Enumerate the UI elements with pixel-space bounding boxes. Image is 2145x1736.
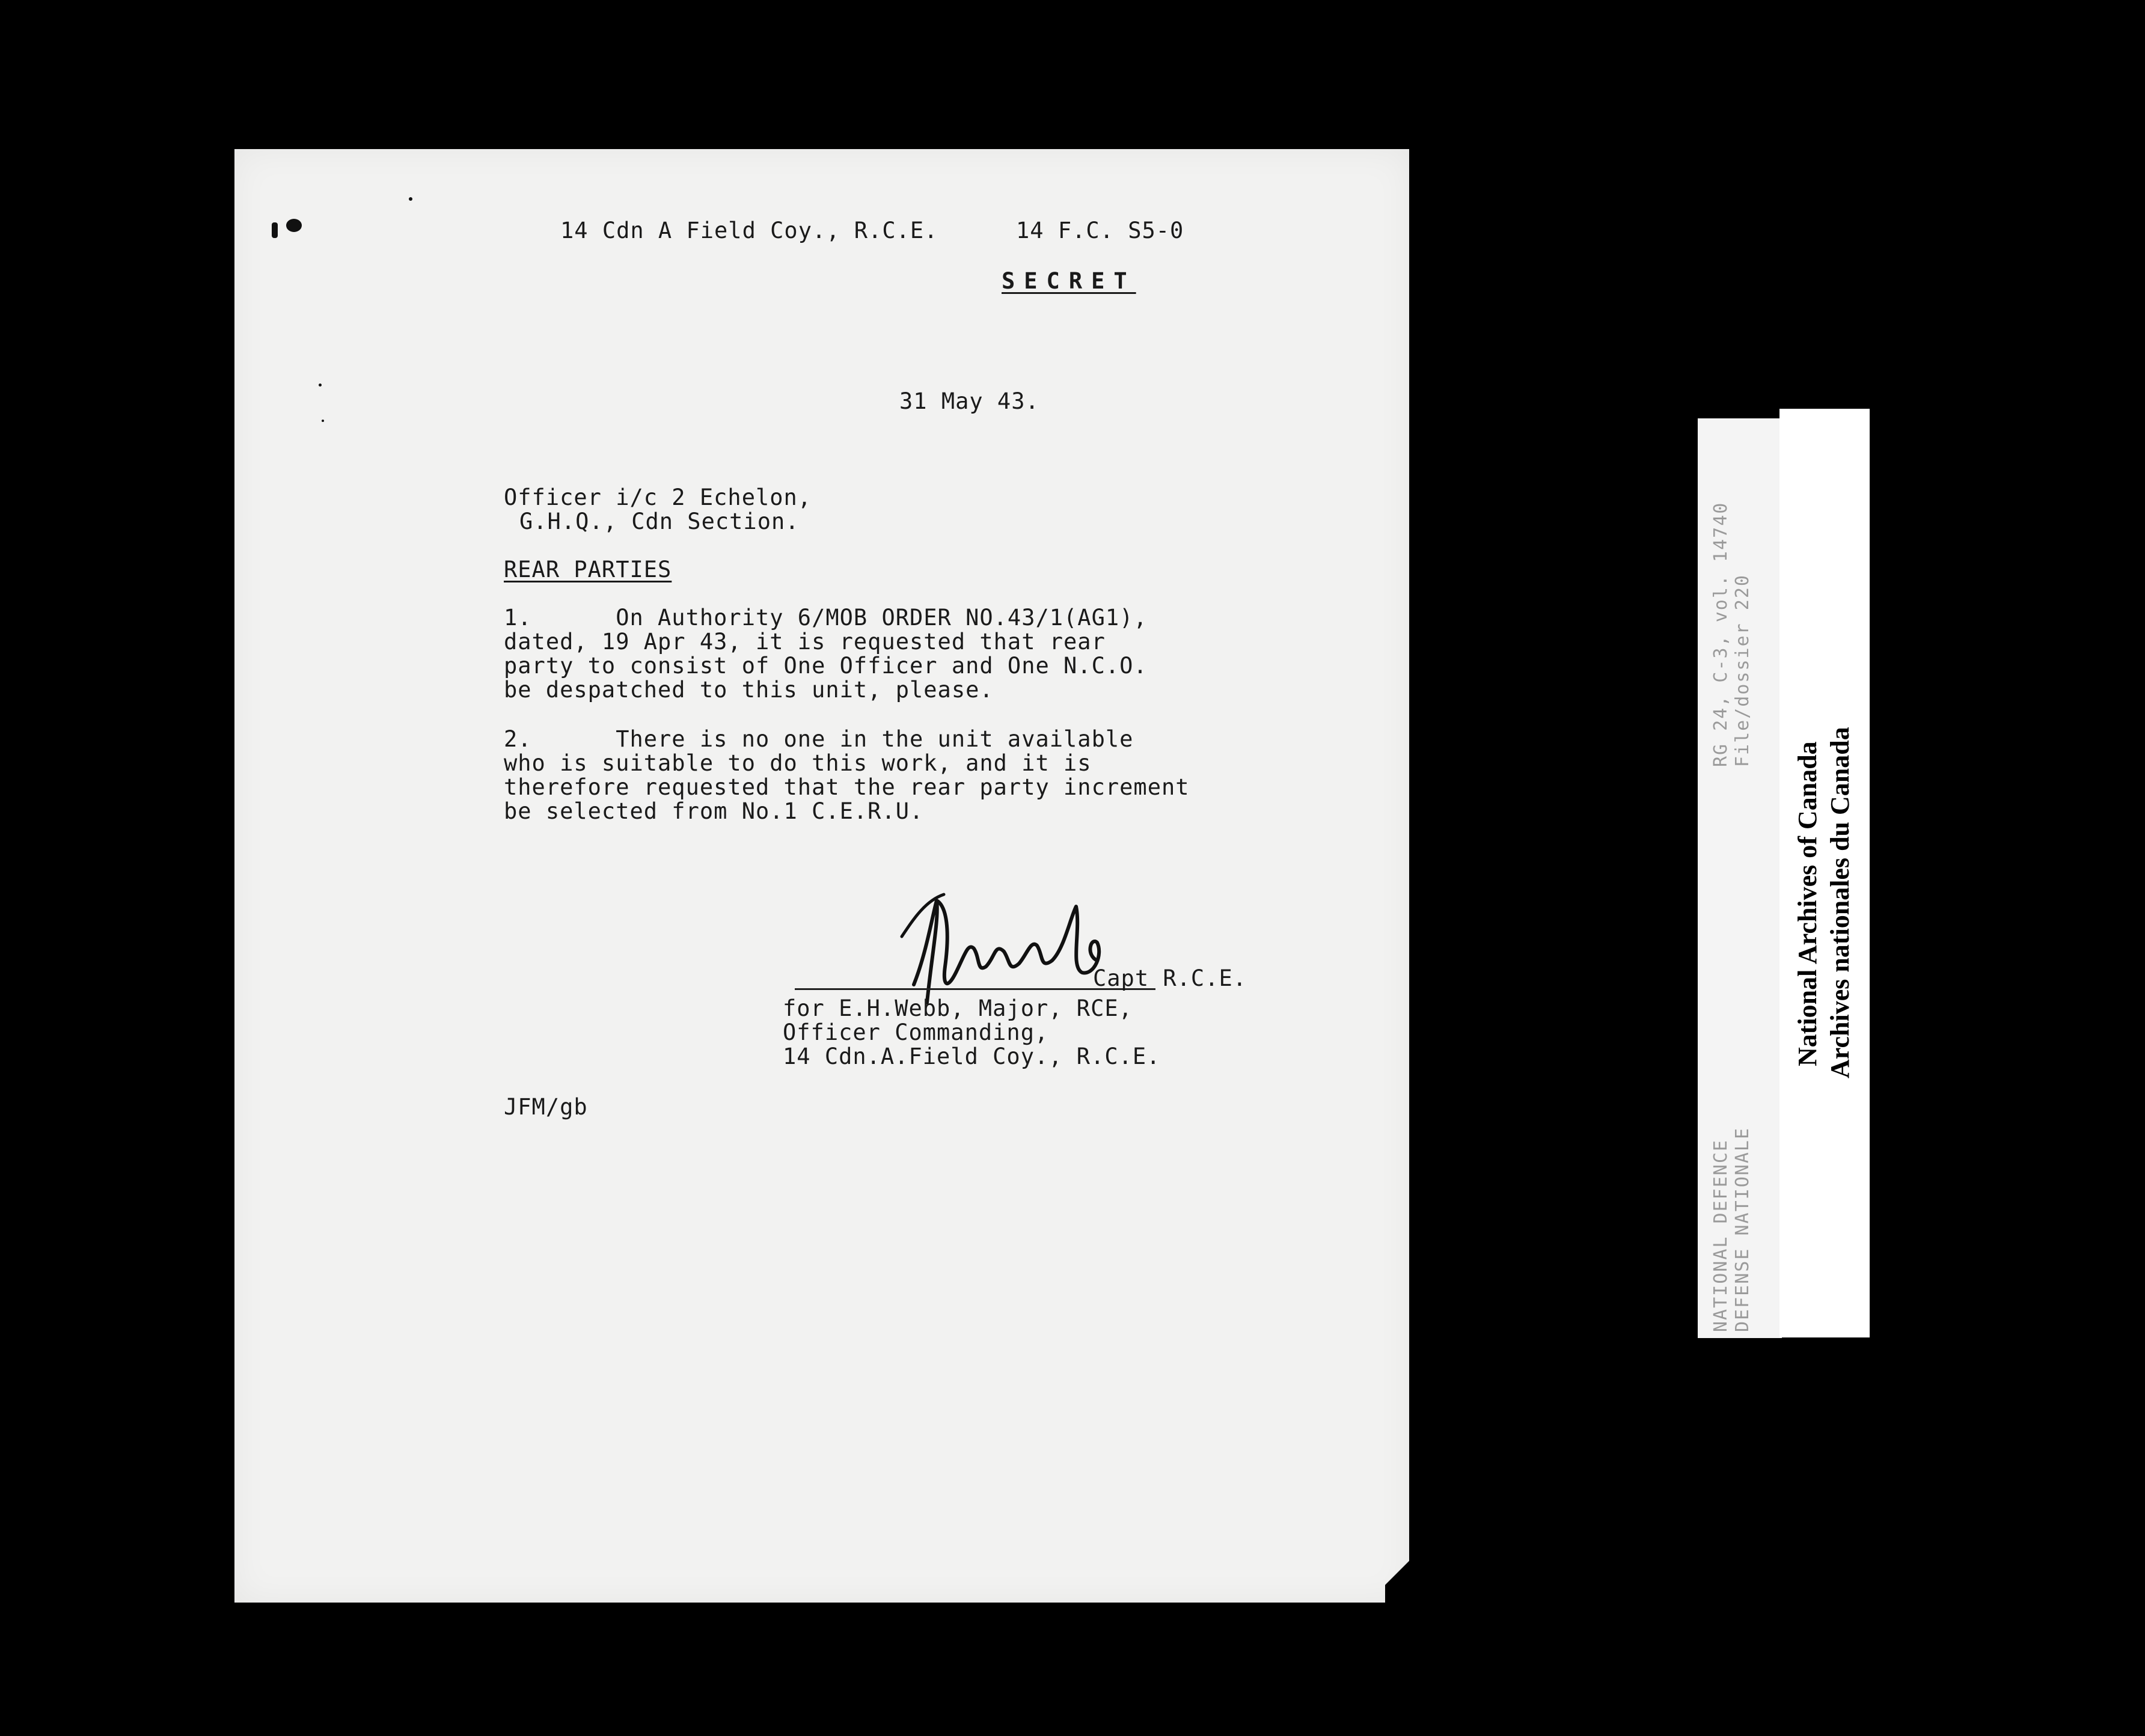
- paragraph-1-line: 1. On Authority 6/MOB ORDER NO.43/1(AG1),: [504, 605, 1148, 631]
- addressee-line-2: G.H.Q., Cdn Section.: [519, 509, 800, 534]
- archive-name-english: National Archives of Canada: [1793, 741, 1822, 1066]
- paragraph-1-line: dated, 19 Apr 43, it is requested that rear: [504, 629, 1106, 655]
- archive-name-strip: [1779, 409, 1870, 1337]
- ink-speck: [322, 420, 324, 422]
- subject-heading: REAR PARTIES: [504, 557, 672, 582]
- reference-initials: JFM/gb: [504, 1094, 588, 1120]
- archive-reference-strip: [1698, 418, 1782, 1338]
- classification-marking: SECRET: [1002, 268, 1136, 294]
- paragraph-2-line: therefore requested that the rear party increment: [504, 774, 1190, 800]
- signature-block-line: for E.H.Webb, Major, RCE,: [783, 995, 1133, 1021]
- header-file-reference: 14 F.C. S5-0: [1016, 218, 1184, 243]
- archive-reference-line-1: RG 24, C-3, vol. 14740: [1710, 501, 1731, 767]
- header-unit: 14 Cdn A Field Coy., R.C.E.: [560, 218, 938, 243]
- signature-block-line: Officer Commanding,: [783, 1019, 1049, 1045]
- archive-reference-line-2: File/dossier 220: [1732, 574, 1753, 767]
- signature-block-line: 14 Cdn.A.Field Coy., R.C.E.: [783, 1044, 1161, 1069]
- letter-sheet: [234, 149, 1409, 1603]
- addressee-line-1: Officer i/c 2 Echelon,: [504, 484, 812, 510]
- archive-name-french: Archives nationales du Canada: [1825, 727, 1855, 1078]
- paragraph-2-line: be selected from No.1 C.E.R.U.: [504, 798, 924, 824]
- ink-speck: [272, 222, 278, 238]
- paragraph-2-line: who is suitable to do this work, and it is: [504, 750, 1092, 776]
- paragraph-1-line: be despatched to this unit, please.: [504, 677, 994, 703]
- ink-speck: [286, 219, 302, 232]
- ink-speck: [319, 384, 322, 387]
- paragraph-1-line: party to consist of One Officer and One N.C.O.: [504, 653, 1148, 679]
- signatory-rank: Capt R.C.E.: [1093, 965, 1247, 991]
- paragraph-2-line: 2. There is no one in the unit available: [504, 726, 1134, 752]
- department-line-2: DEFENSE NATIONALE: [1732, 1126, 1753, 1332]
- department-line-1: NATIONAL DEFENCE: [1710, 1139, 1731, 1332]
- ink-speck: [409, 197, 412, 201]
- letter-date: 31 May 43.: [899, 388, 1039, 414]
